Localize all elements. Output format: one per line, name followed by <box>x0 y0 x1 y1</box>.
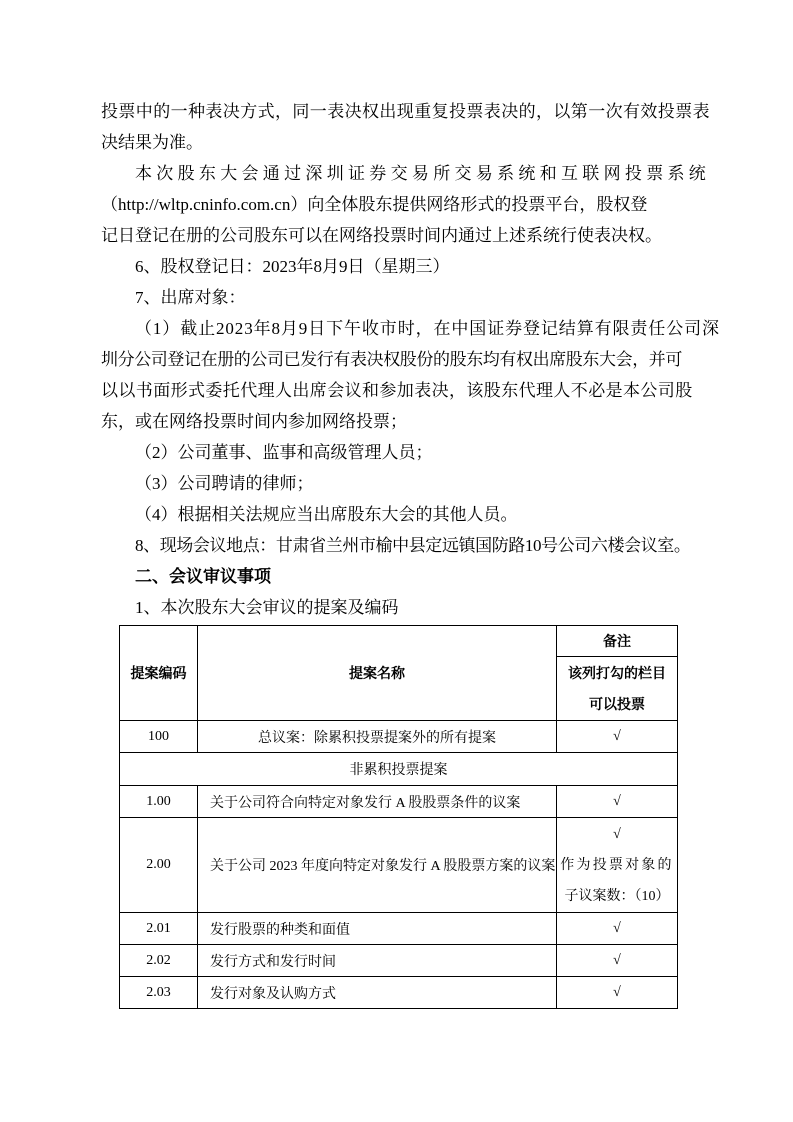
text-line: 投票中的一种表决方式，同一表决权出现重复投票表决的，以第一次有效投票表 <box>101 102 710 121</box>
remark-text-line: 作为投票对象的 <box>560 857 674 873</box>
checkmark: √ <box>613 794 621 809</box>
checkmark: √ <box>613 729 621 744</box>
text-line: 本次股东大会通过深圳证券交易所交易系统和互联网投票系统 <box>135 164 711 183</box>
proposal-table <box>119 625 678 1009</box>
header-proposal-name: 提案名称 <box>198 626 557 721</box>
table-row <box>120 753 678 786</box>
header-remark-note-line1: 该列打勾的栏目 <box>568 664 666 681</box>
header-remark-title: 备注 <box>557 626 678 657</box>
remark-cell <box>557 721 678 753</box>
text-line: 以以书面形式委托代理人出席会议和参加表决，该股东代理人不必是本公司股 <box>101 381 693 400</box>
text-line: （4）根据相关法规应当出席股东大会的其他人员。 <box>135 505 518 524</box>
text-line: 记日登记在册的公司股东可以在网络投票时间内通过上述系统行使表决权。 <box>101 226 662 245</box>
remark-cell <box>557 945 678 977</box>
proposal-code-cell: 2.01 <box>120 913 198 945</box>
remark-cell <box>557 786 678 818</box>
text-line: （3）公司聘请的律师； <box>135 474 314 493</box>
header-proposal-code: 提案编码 <box>120 626 198 721</box>
text-line: （1）截止2023年8月9日下午收市时，在中国证券登记结算有限责任公司深 <box>135 319 720 338</box>
header-row-top <box>120 626 678 657</box>
text-line: 决结果为准。 <box>101 133 203 152</box>
table-row <box>120 786 678 818</box>
checkmark: √ <box>613 921 621 936</box>
section-heading: 二、会议审议事项 <box>135 567 271 586</box>
merged-section-cell: 非累积投票提案 <box>120 753 678 786</box>
table-row <box>120 945 678 977</box>
table-row <box>120 977 678 1009</box>
proposal-code-cell: 1.00 <box>120 786 198 818</box>
text-line: 7、出席对象： <box>135 288 246 307</box>
proposal-code-cell: 2.03 <box>120 977 198 1009</box>
proposal-code-cell: 2.02 <box>120 945 198 977</box>
header-remark-note-line2: 可以投票 <box>589 695 645 712</box>
checkmark: √ <box>613 953 621 968</box>
remark-cell <box>557 913 678 945</box>
proposal-name-cell: 关于公司符合向特定对象发行 A 股股票条件的议案 <box>198 786 557 818</box>
remark-cell <box>557 977 678 1009</box>
proposal-table-body <box>120 721 678 1009</box>
text-line: （http://wltp.cninfo.com.cn）向全体股东提供网络形式的投票平台，股权登 <box>101 195 648 214</box>
text-line: 8、现场会议地点：甘肃省兰州市榆中县定远镇国防路10号公司六楼会议室。 <box>135 536 691 555</box>
proposal-code-cell: 2.00 <box>120 818 198 913</box>
checkmark: √ <box>613 985 621 1000</box>
table-row <box>120 818 678 913</box>
remark-cell <box>557 818 678 913</box>
proposal-code-cell: 100 <box>120 721 198 753</box>
table-row <box>120 721 678 753</box>
remark-text-line: 子议案数：（10） <box>564 888 670 904</box>
proposal-table-head <box>120 626 678 721</box>
proposal-name-cell: 关于公司 2023 年度向特定对象发行 A 股股票方案的议案 <box>198 818 557 913</box>
proposal-name-cell: 总议案：除累积投票提案外的所有提案 <box>198 721 557 753</box>
text-line: （2）公司董事、监事和高级管理人员； <box>135 443 433 462</box>
table-row <box>120 913 678 945</box>
checkmark: √ <box>613 826 621 842</box>
proposal-name-cell: 发行方式和发行时间 <box>198 945 557 977</box>
proposal-name-cell: 发行股票的种类和面值 <box>198 913 557 945</box>
body-text <box>101 96 720 623</box>
header-remark-note <box>557 657 678 721</box>
text-line: 6、股权登记日：2023年8月9日（星期三） <box>135 257 450 276</box>
proposal-name-cell: 发行对象及认购方式 <box>198 977 557 1009</box>
text-line: 1、本次股东大会审议的提案及编码 <box>135 598 399 617</box>
text-line: 东，或在网络投票时间内参加网络投票； <box>101 412 407 431</box>
text-line: 圳分公司登记在册的公司已发行有表决权股份的股东均有权出席股东大会，并可 <box>101 350 682 369</box>
